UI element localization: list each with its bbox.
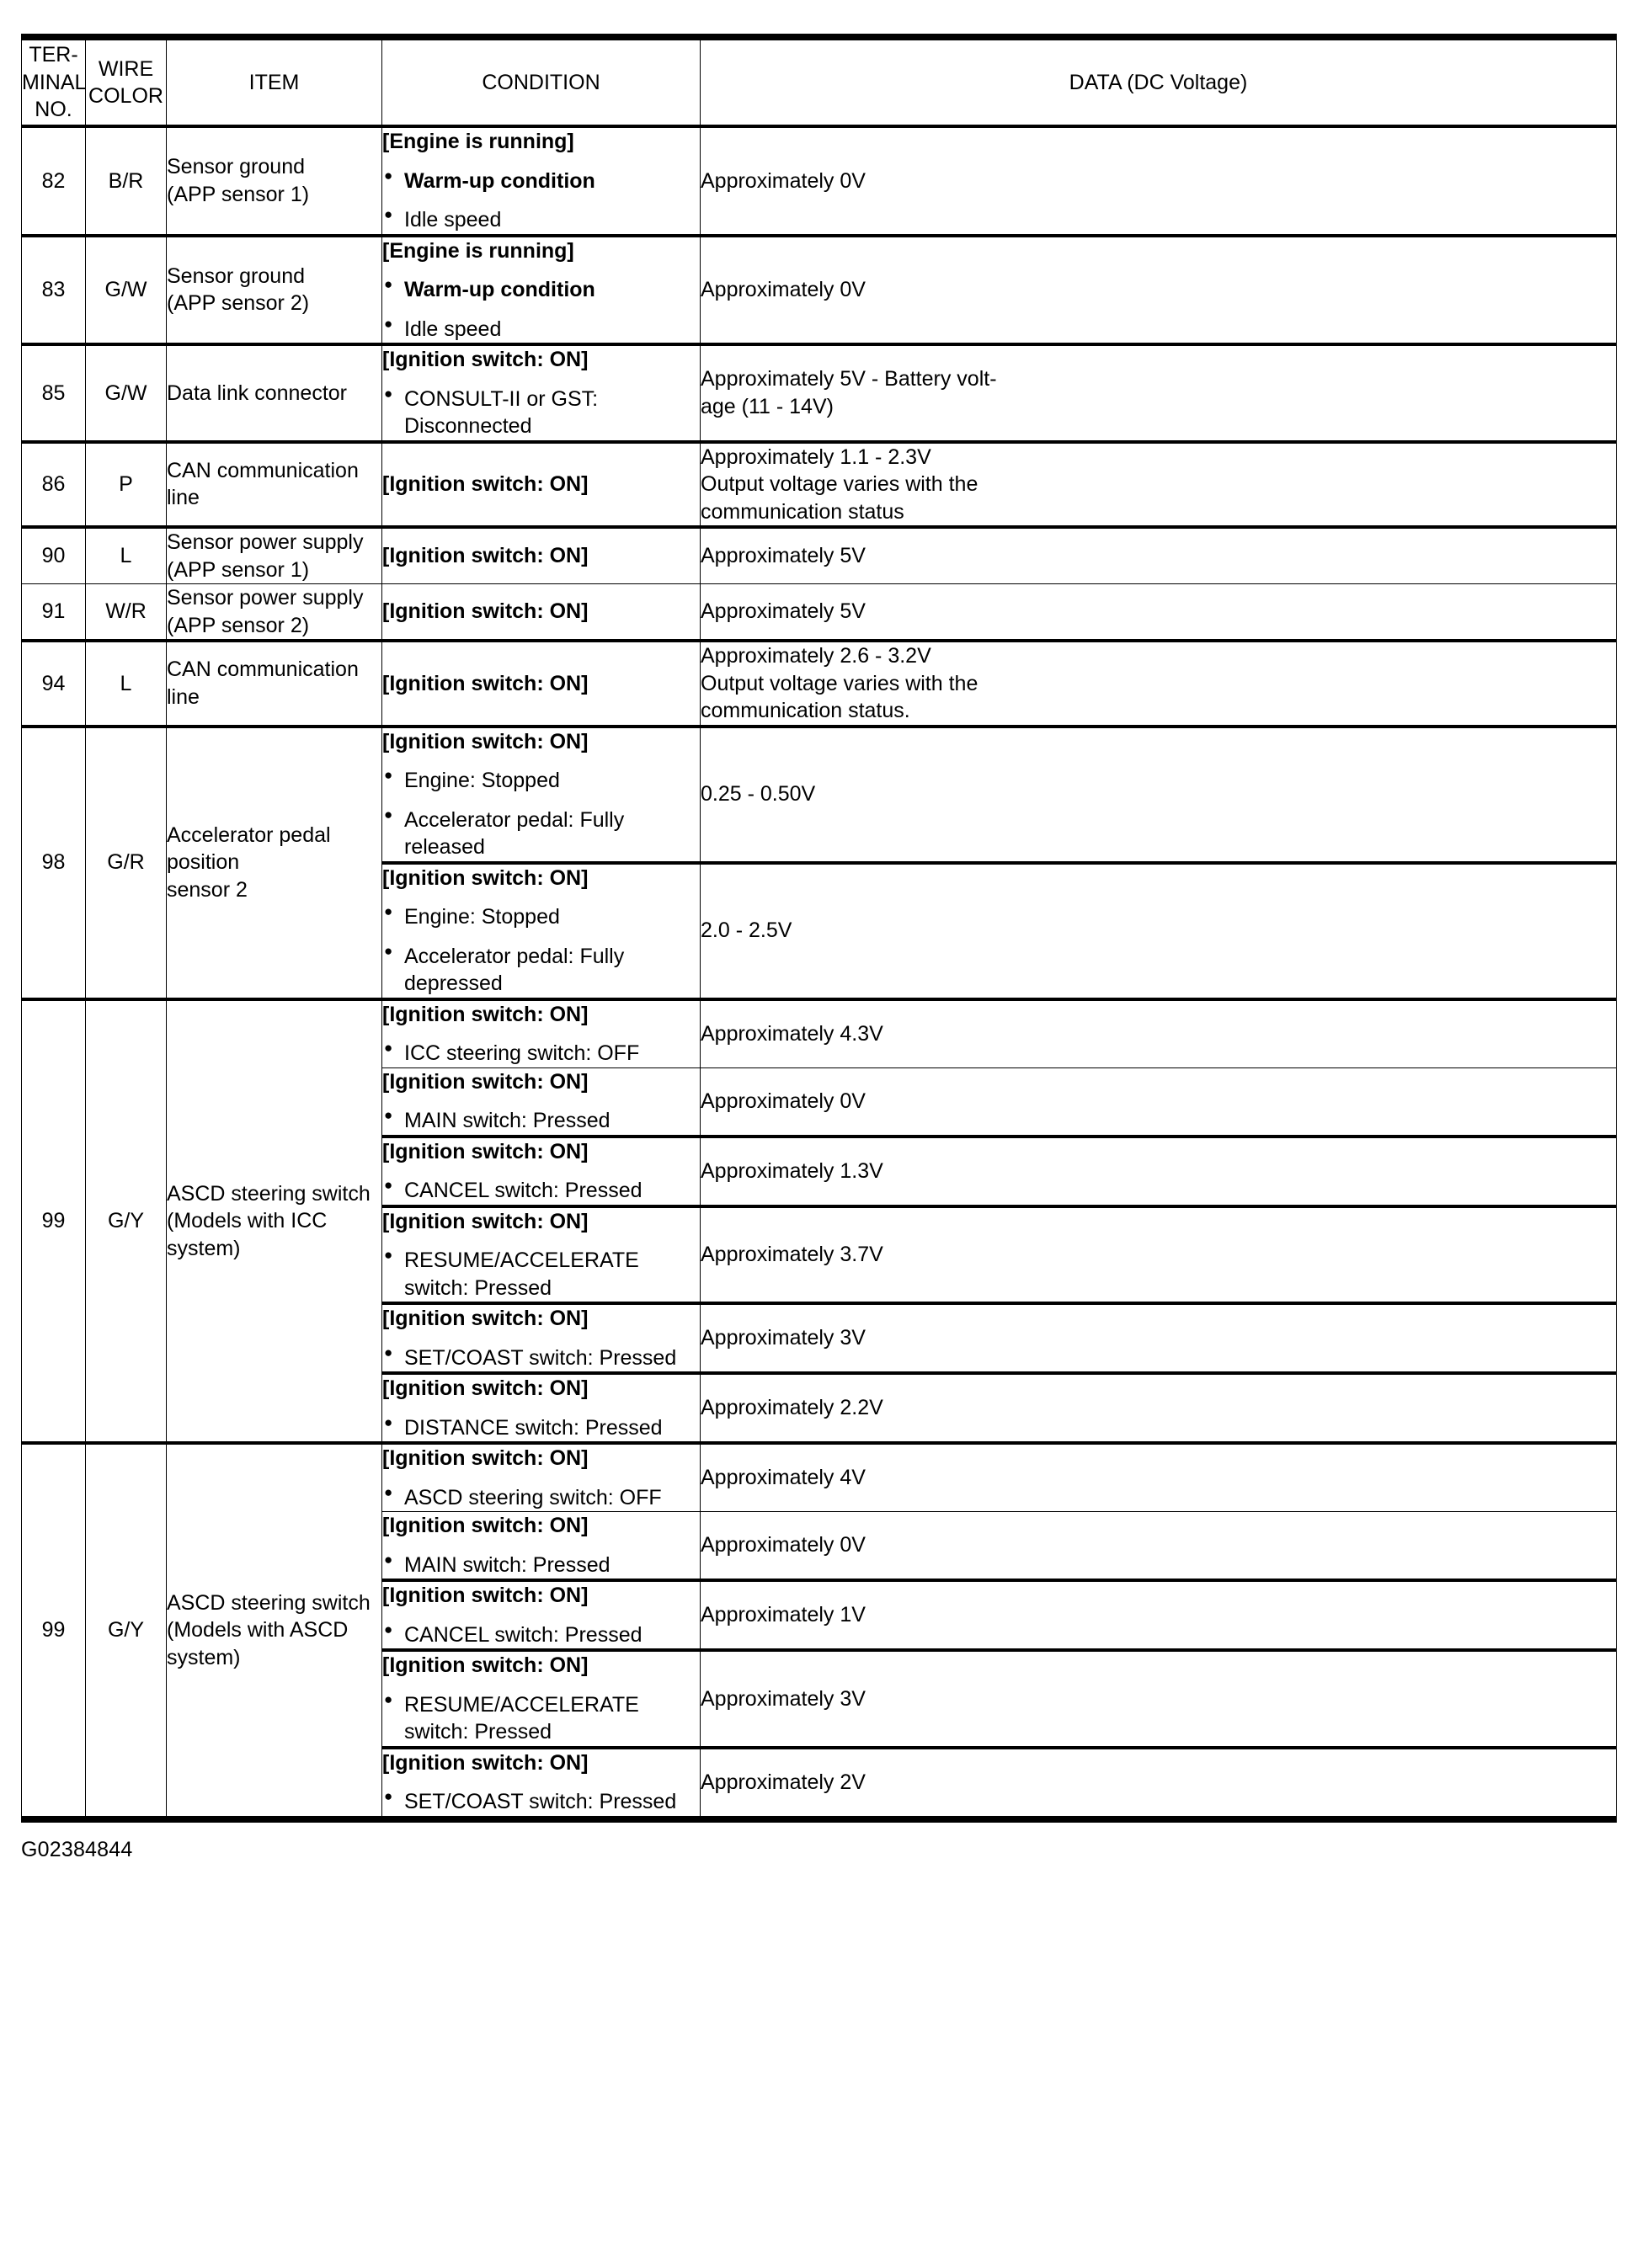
data-line-3: communication status. [701, 699, 910, 722]
cell-condition [382, 1650, 701, 1748]
cell-wire-color: G/W [86, 344, 167, 442]
table-row [22, 641, 1617, 727]
condition-bullet: ● MAIN switch: Pressed [382, 1552, 700, 1579]
cell-data: Approximately 1V [701, 1580, 1617, 1650]
condition-heading: [Ignition switch: ON] [382, 1653, 589, 1677]
cell-data [701, 641, 1617, 727]
cell-condition [382, 236, 701, 345]
table-row [22, 727, 1617, 863]
item-line-1: Sensor ground [167, 264, 306, 288]
cell-wire-color: L [86, 527, 167, 584]
cell-wire-color: G/R [86, 727, 167, 999]
cell-condition [382, 584, 701, 642]
table-body [22, 126, 1617, 1819]
condition-heading: [Engine is running] [382, 238, 574, 263]
cell-data: Approximately 3V [701, 1303, 1617, 1373]
condition-bullet: ● RESUME/ACCELERATE switch: Pressed [382, 1691, 700, 1746]
condition-heading: [Ignition switch: ON] [382, 348, 589, 371]
column-header-data: DATA (DC Voltage) [701, 37, 1617, 126]
condition-bullet: ● Warm-up condition [382, 168, 700, 195]
condition-heading: [Ignition switch: ON] [382, 729, 589, 753]
condition-bullet-list [382, 1177, 700, 1205]
data-line-1: Approximately 2.6 - 3.2V [701, 644, 931, 668]
cell-condition [382, 344, 701, 442]
cell-terminal-no: 99 [22, 999, 86, 1444]
condition-bullet-list [382, 1414, 700, 1442]
wire-color-line-1: WIRE [98, 56, 154, 81]
cell-wire-color: B/R [86, 126, 167, 236]
condition-bullet-list [382, 168, 700, 234]
item-line-1: Sensor power supply [167, 586, 364, 610]
condition-bullet-list [382, 1788, 700, 1816]
item-line-1: Sensor ground [167, 155, 306, 179]
column-header-condition: CONDITION [382, 37, 701, 126]
table-row [22, 236, 1617, 345]
condition-bullet-list [382, 1484, 700, 1512]
header-row [22, 37, 1617, 126]
figure-reference-code: G02384844 [21, 1837, 133, 1861]
cell-data [701, 126, 1617, 236]
condition-bullet: ● Accelerator pedal: Fully released [382, 807, 700, 861]
cell-item [167, 442, 382, 528]
cell-data [701, 584, 1617, 642]
cell-condition [382, 126, 701, 236]
cell-data: Approximately 0V [701, 1067, 1617, 1137]
item-line-2: (APP sensor 1) [167, 182, 310, 206]
table-row [22, 527, 1617, 584]
data-line-2: Output voltage varies with the [701, 671, 978, 695]
condition-bullet-list [382, 1621, 700, 1649]
cell-data: Approximately 2V [701, 1748, 1617, 1819]
cell-data: Approximately 3V [701, 1650, 1617, 1748]
cell-terminal-no: 86 [22, 442, 86, 528]
cell-data [701, 527, 1617, 584]
condition-heading: [Ignition switch: ON] [382, 1209, 589, 1233]
cell-condition [382, 1443, 701, 1512]
condition-bullet: ● SET/COAST switch: Pressed [382, 1788, 700, 1816]
cell-terminal-no: 99 [22, 1443, 86, 1819]
cell-data: 2.0 - 2.5V [701, 863, 1617, 999]
data-line-3: communication status [701, 499, 904, 524]
terminal-no-line-2: MINAL [22, 70, 87, 94]
cell-terminal-no: 94 [22, 641, 86, 727]
terminal-no-line-1: TER- [29, 43, 78, 67]
condition-heading: [Ignition switch: ON] [382, 544, 589, 568]
cell-wire-color: L [86, 641, 167, 727]
condition-bullet: ● MAIN switch: Pressed [382, 1107, 700, 1135]
wire-color-line-2: COLOR [88, 84, 163, 108]
condition-bullet-list [382, 1552, 700, 1579]
cell-data: Approximately 3.7V [701, 1206, 1617, 1304]
cell-terminal-no: 91 [22, 584, 86, 642]
cell-terminal-no: 90 [22, 527, 86, 584]
cell-item [167, 344, 382, 442]
cell-item [167, 1443, 382, 1819]
cell-condition [382, 1067, 701, 1137]
cell-condition [382, 1373, 701, 1443]
column-header-item: ITEM [167, 37, 382, 126]
condition-bullet: ● DISTANCE switch: Pressed [382, 1414, 700, 1442]
data-line-1: Approximately 1.1 - 2.3V [701, 445, 931, 469]
data-line-1: Approximately 5V [701, 599, 866, 624]
cell-data [701, 236, 1617, 345]
table-row [22, 344, 1617, 442]
item-line-1: Accelerator pedal position [167, 823, 331, 875]
condition-bullet-list [382, 276, 700, 343]
condition-bullet: ● Warm-up condition [382, 276, 700, 304]
cell-wire-color: G/Y [86, 999, 167, 1444]
cell-condition [382, 1206, 701, 1304]
condition-heading: [Ignition switch: ON] [382, 1514, 589, 1537]
item-line-2: (Models with ICC system) [167, 1209, 328, 1260]
cell-wire-color: W/R [86, 584, 167, 642]
condition-heading: [Ignition switch: ON] [382, 599, 589, 624]
data-line-1: Approximately 5V [701, 544, 866, 568]
item-line-1: ASCD steering switch [167, 1590, 371, 1615]
cell-item [167, 999, 382, 1444]
table-row [22, 126, 1617, 236]
condition-heading: [Engine is running] [382, 130, 574, 153]
cell-wire-color: G/Y [86, 1443, 167, 1819]
cell-data: Approximately 4V [701, 1443, 1617, 1512]
cell-condition [382, 641, 701, 727]
cell-condition [382, 1137, 701, 1206]
condition-heading: [Ignition switch: ON] [382, 1376, 589, 1400]
data-line-2: Output voltage varies with the [701, 472, 978, 496]
condition-heading: [Ignition switch: ON] [382, 1750, 589, 1775]
cell-data: 0.25 - 0.50V [701, 727, 1617, 863]
condition-bullet-list [382, 1107, 700, 1135]
cell-condition [382, 863, 701, 999]
cell-data: Approximately 2.2V [701, 1373, 1617, 1443]
table-header [22, 37, 1617, 126]
item-line-1: CAN communication line [167, 658, 359, 709]
cell-terminal-no: 85 [22, 344, 86, 442]
item-line-1: ASCD steering switch [167, 1181, 371, 1206]
condition-bullet: ● Accelerator pedal: Fully depressed [382, 943, 700, 998]
item-line-1: Sensor power supply [167, 530, 364, 554]
condition-bullet-list [382, 1691, 700, 1746]
cell-wire-color: P [86, 442, 167, 528]
item-line-2: (APP sensor 2) [167, 613, 310, 637]
condition-bullet: ● ASCD steering switch: OFF [382, 1484, 700, 1512]
item-line-2: sensor 2 [167, 877, 248, 902]
item-line-2: (Models with ASCD system) [167, 1618, 349, 1669]
condition-bullet-list [382, 1344, 700, 1372]
condition-bullet-list [382, 767, 700, 861]
condition-bullet: ● SET/COAST switch: Pressed [382, 1344, 700, 1372]
item-line-1: Data link connector [167, 381, 348, 405]
item-line-2: (APP sensor 2) [167, 291, 310, 316]
condition-heading: [Ignition switch: ON] [382, 1584, 589, 1607]
condition-heading: [Ignition switch: ON] [382, 671, 589, 695]
condition-bullet: ● Engine: Stopped [382, 903, 700, 931]
terminal-no-line-3: NO. [35, 98, 72, 122]
cell-condition [382, 1580, 701, 1650]
table-row [22, 1443, 1617, 1512]
condition-bullet-list [382, 903, 700, 998]
data-line-1: Approximately 0V [701, 278, 866, 301]
condition-bullet-list [382, 1040, 700, 1067]
cell-data: Approximately 1.3V [701, 1137, 1617, 1206]
cell-condition [382, 1748, 701, 1819]
cell-item [167, 641, 382, 727]
condition-heading: [Ignition switch: ON] [382, 1002, 589, 1026]
condition-heading: [Ignition switch: ON] [382, 1446, 589, 1470]
table-row [22, 584, 1617, 642]
cell-item [167, 727, 382, 999]
cell-condition [382, 727, 701, 863]
cell-data [701, 442, 1617, 528]
cell-item [167, 236, 382, 345]
cell-condition [382, 442, 701, 528]
cell-data [701, 344, 1617, 442]
cell-item [167, 584, 382, 642]
condition-heading: [Ignition switch: ON] [382, 865, 589, 890]
cell-data: Approximately 0V [701, 1512, 1617, 1581]
cell-terminal-no: 83 [22, 236, 86, 345]
cell-item [167, 126, 382, 236]
data-line-2: age (11 - 14V) [701, 394, 834, 418]
terminal-specification-table [21, 34, 1617, 1823]
condition-bullet: ● CANCEL switch: Pressed [382, 1621, 700, 1649]
condition-heading: [Ignition switch: ON] [382, 472, 589, 496]
cell-terminal-no: 82 [22, 126, 86, 236]
cell-item [167, 527, 382, 584]
cell-condition [382, 1512, 701, 1581]
column-header-terminal-no [22, 37, 86, 126]
item-line-2: (APP sensor 1) [167, 557, 310, 582]
condition-bullet: ● Idle speed [382, 206, 700, 234]
cell-condition [382, 527, 701, 584]
condition-bullet: ● ICC steering switch: OFF [382, 1040, 700, 1067]
item-line-1: CAN communication line [167, 458, 359, 510]
cell-terminal-no: 98 [22, 727, 86, 999]
cell-condition [382, 999, 701, 1068]
cell-data: Approximately 4.3V [701, 999, 1617, 1068]
condition-heading: [Ignition switch: ON] [382, 1069, 589, 1094]
condition-heading: [Ignition switch: ON] [382, 1139, 589, 1163]
condition-heading: [Ignition switch: ON] [382, 1307, 589, 1330]
condition-bullet: ● Engine: Stopped [382, 767, 700, 795]
data-line-1: Approximately 0V [701, 168, 866, 193]
table-row [22, 442, 1617, 528]
table-row [22, 999, 1617, 1068]
condition-bullet-list [382, 1247, 700, 1302]
condition-bullet: ● Idle speed [382, 316, 700, 343]
condition-bullet: ● RESUME/ACCELERATE switch: Pressed [382, 1247, 700, 1302]
condition-bullet: ● CONSULT-II or GST: Disconnected [382, 386, 700, 440]
cell-condition [382, 1303, 701, 1373]
cell-wire-color: G/W [86, 236, 167, 345]
data-line-1: Approximately 5V - Battery volt- [701, 367, 997, 391]
column-header-wire-color [86, 37, 167, 126]
condition-bullet: ● CANCEL switch: Pressed [382, 1177, 700, 1205]
condition-bullet-list [382, 386, 700, 440]
